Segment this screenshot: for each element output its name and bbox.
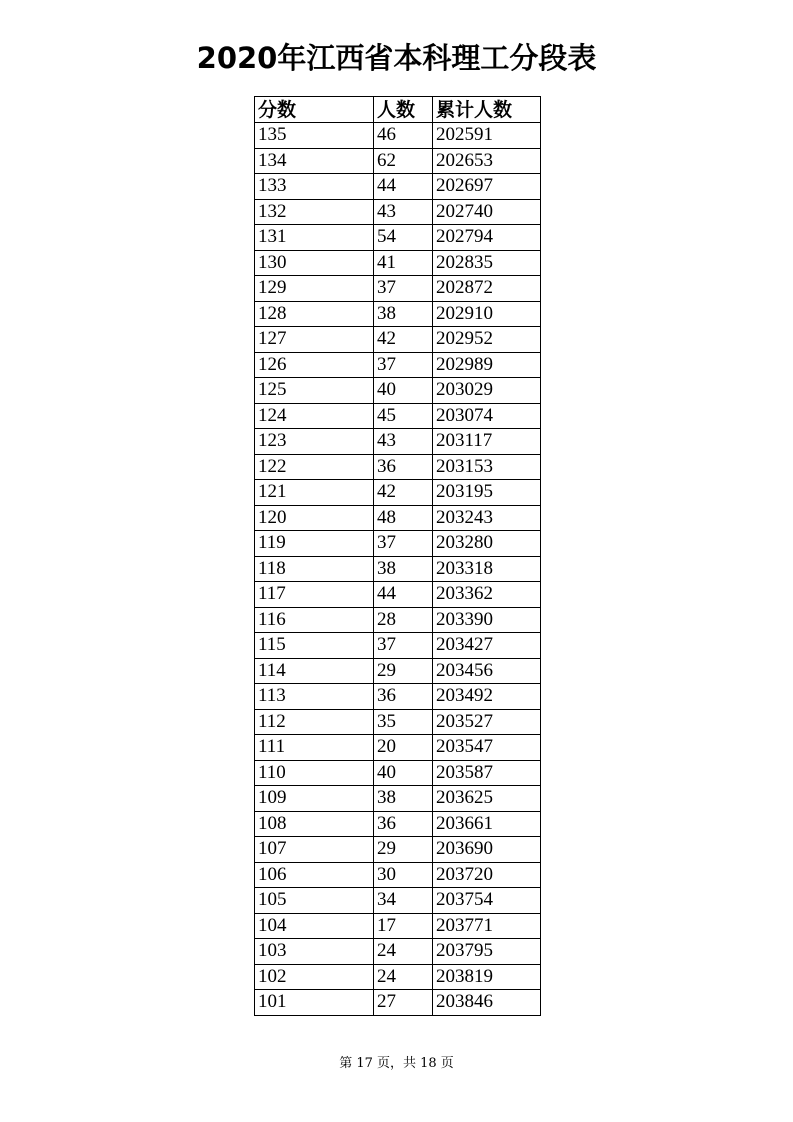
- table-row: [255, 403, 541, 429]
- cumulative-cell: 203456: [433, 658, 541, 684]
- score-cell: 127: [255, 327, 374, 353]
- cumulative-cell: 202872: [433, 276, 541, 302]
- count-cell: 38: [374, 301, 433, 327]
- cumulative-cell: 203280: [433, 531, 541, 557]
- count-cell: 37: [374, 531, 433, 557]
- count-cell: 42: [374, 480, 433, 506]
- cumulative-cell: 203754: [433, 888, 541, 914]
- table-row: [255, 811, 541, 837]
- header-score: 分数: [255, 97, 374, 123]
- table-row: [255, 174, 541, 200]
- table-row: [255, 352, 541, 378]
- table-row: [255, 327, 541, 353]
- header-count: 人数: [374, 97, 433, 123]
- table-row: [255, 429, 541, 455]
- score-cell: 114: [255, 658, 374, 684]
- table-row: [255, 225, 541, 251]
- score-cell: 132: [255, 199, 374, 225]
- score-cell: 105: [255, 888, 374, 914]
- table-row: [255, 582, 541, 608]
- score-cell: 106: [255, 862, 374, 888]
- count-cell: 44: [374, 174, 433, 200]
- count-cell: 17: [374, 913, 433, 939]
- score-cell: 108: [255, 811, 374, 837]
- cumulative-cell: 202653: [433, 148, 541, 174]
- score-cell: 128: [255, 301, 374, 327]
- table-row: [255, 735, 541, 761]
- table-row: [255, 990, 541, 1016]
- cumulative-cell: 203819: [433, 964, 541, 990]
- count-cell: 37: [374, 633, 433, 659]
- count-cell: 29: [374, 658, 433, 684]
- cumulative-cell: 202740: [433, 199, 541, 225]
- score-cell: 102: [255, 964, 374, 990]
- table-row: [255, 454, 541, 480]
- page-footer: 第 17 页，共 18 页: [339, 1056, 454, 1071]
- cumulative-cell: 203771: [433, 913, 541, 939]
- cumulative-cell: 203362: [433, 582, 541, 608]
- cumulative-cell: 203117: [433, 429, 541, 455]
- score-cell: 111: [255, 735, 374, 761]
- count-cell: 54: [374, 225, 433, 251]
- score-cell: 107: [255, 837, 374, 863]
- table-row: [255, 939, 541, 965]
- score-cell: 101: [255, 990, 374, 1016]
- table-row: [255, 480, 541, 506]
- cumulative-cell: 203195: [433, 480, 541, 506]
- count-cell: 36: [374, 684, 433, 710]
- score-cell: 134: [255, 148, 374, 174]
- cumulative-cell: 203029: [433, 378, 541, 404]
- table-row: [255, 862, 541, 888]
- table-row: [255, 633, 541, 659]
- cumulative-cell: 203318: [433, 556, 541, 582]
- score-cell: 119: [255, 531, 374, 557]
- table-row: [255, 607, 541, 633]
- score-cell: 122: [255, 454, 374, 480]
- count-cell: 38: [374, 556, 433, 582]
- table-row: [255, 301, 541, 327]
- score-cell: 130: [255, 250, 374, 276]
- count-cell: 43: [374, 429, 433, 455]
- header-cumulative: 累计人数: [433, 97, 541, 123]
- cumulative-cell: 203690: [433, 837, 541, 863]
- cumulative-cell: 203587: [433, 760, 541, 786]
- score-cell: 113: [255, 684, 374, 710]
- count-cell: 38: [374, 786, 433, 812]
- table-row: [255, 888, 541, 914]
- count-cell: 40: [374, 760, 433, 786]
- score-cell: 112: [255, 709, 374, 735]
- score-cell: 116: [255, 607, 374, 633]
- score-cell: 131: [255, 225, 374, 251]
- count-cell: 24: [374, 939, 433, 965]
- score-distribution-table: [254, 96, 541, 1016]
- score-cell: 110: [255, 760, 374, 786]
- count-cell: 48: [374, 505, 433, 531]
- table-row: [255, 760, 541, 786]
- table-row: [255, 199, 541, 225]
- count-cell: 28: [374, 607, 433, 633]
- score-cell: 109: [255, 786, 374, 812]
- count-cell: 40: [374, 378, 433, 404]
- table-row: [255, 123, 541, 149]
- table-row: [255, 709, 541, 735]
- score-cell: 120: [255, 505, 374, 531]
- count-cell: 37: [374, 352, 433, 378]
- score-cell: 124: [255, 403, 374, 429]
- score-cell: 135: [255, 123, 374, 149]
- count-cell: 36: [374, 454, 433, 480]
- count-cell: 41: [374, 250, 433, 276]
- score-cell: 117: [255, 582, 374, 608]
- count-cell: 37: [374, 276, 433, 302]
- cumulative-cell: 202794: [433, 225, 541, 251]
- cumulative-cell: 202697: [433, 174, 541, 200]
- cumulative-cell: 202952: [433, 327, 541, 353]
- count-cell: 36: [374, 811, 433, 837]
- score-cell: 129: [255, 276, 374, 302]
- cumulative-cell: 202835: [433, 250, 541, 276]
- score-cell: 103: [255, 939, 374, 965]
- cumulative-cell: 203243: [433, 505, 541, 531]
- count-cell: 30: [374, 862, 433, 888]
- count-cell: 27: [374, 990, 433, 1016]
- cumulative-cell: 202591: [433, 123, 541, 149]
- cumulative-cell: 203625: [433, 786, 541, 812]
- score-cell: 125: [255, 378, 374, 404]
- table-row: [255, 378, 541, 404]
- table-row: [255, 913, 541, 939]
- cumulative-cell: 203390: [433, 607, 541, 633]
- count-cell: 44: [374, 582, 433, 608]
- table-row: [255, 964, 541, 990]
- table-row: [255, 148, 541, 174]
- table-row: [255, 505, 541, 531]
- cumulative-cell: 202910: [433, 301, 541, 327]
- table-header-row: [255, 97, 541, 123]
- table-row: [255, 658, 541, 684]
- table-row: [255, 250, 541, 276]
- cumulative-cell: 203661: [433, 811, 541, 837]
- table-row: [255, 556, 541, 582]
- cumulative-cell: 203795: [433, 939, 541, 965]
- cumulative-cell: 203720: [433, 862, 541, 888]
- score-cell: 115: [255, 633, 374, 659]
- score-cell: 104: [255, 913, 374, 939]
- table-row: [255, 786, 541, 812]
- score-cell: 133: [255, 174, 374, 200]
- count-cell: 42: [374, 327, 433, 353]
- count-cell: 34: [374, 888, 433, 914]
- count-cell: 46: [374, 123, 433, 149]
- cumulative-cell: 203527: [433, 709, 541, 735]
- cumulative-cell: 203427: [433, 633, 541, 659]
- table-row: [255, 531, 541, 557]
- score-cell: 121: [255, 480, 374, 506]
- count-cell: 35: [374, 709, 433, 735]
- table-row: [255, 684, 541, 710]
- cumulative-cell: 203492: [433, 684, 541, 710]
- cumulative-cell: 202989: [433, 352, 541, 378]
- table-body: [255, 123, 541, 1016]
- score-cell: 123: [255, 429, 374, 455]
- table-row: [255, 837, 541, 863]
- cumulative-cell: 203846: [433, 990, 541, 1016]
- table-row: [255, 276, 541, 302]
- count-cell: 29: [374, 837, 433, 863]
- score-cell: 126: [255, 352, 374, 378]
- page-title: 2020年江西省本科理工分段表: [196, 41, 597, 75]
- count-cell: 20: [374, 735, 433, 761]
- cumulative-cell: 203153: [433, 454, 541, 480]
- count-cell: 45: [374, 403, 433, 429]
- count-cell: 62: [374, 148, 433, 174]
- cumulative-cell: 203074: [433, 403, 541, 429]
- score-cell: 118: [255, 556, 374, 582]
- cumulative-cell: 203547: [433, 735, 541, 761]
- count-cell: 43: [374, 199, 433, 225]
- count-cell: 24: [374, 964, 433, 990]
